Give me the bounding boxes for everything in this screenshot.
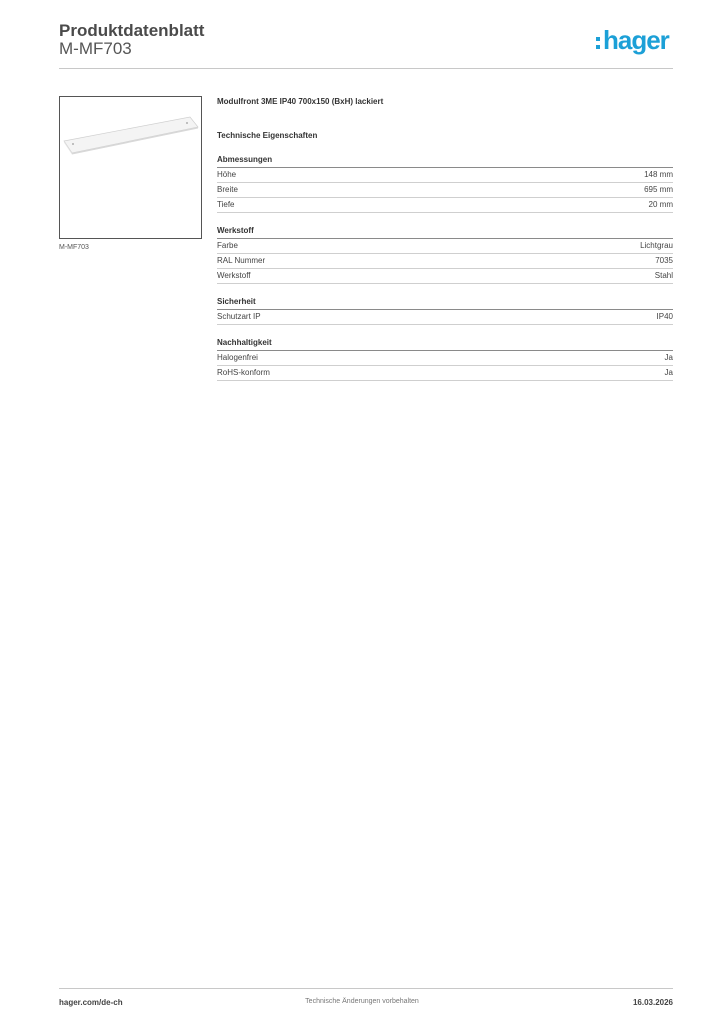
group-title: Abmessungen [217, 154, 673, 168]
spec-row [217, 168, 673, 183]
footer-date: 16.03.2026 [632, 998, 673, 1007]
spec-label: Werkstoff [217, 271, 251, 280]
product-name: Modulfront 3ME IP40 700x150 (BxH) lackiert [217, 97, 384, 106]
spec-section [217, 96, 673, 381]
footer-website-link[interactable]: hager.com/de-ch [59, 998, 123, 1007]
group-title: Werkstoff [217, 225, 673, 239]
spec-label: Schutzart IP [217, 312, 261, 321]
spec-group-sustainability [217, 337, 673, 381]
section-heading: Technische Eigenschaften [217, 131, 318, 140]
footer-note: Technische Änderungen vorbehalten [305, 998, 419, 1005]
spec-row [217, 254, 673, 269]
spec-label: Breite [217, 185, 238, 194]
spec-row [217, 183, 673, 198]
logo-dots-icon [596, 37, 601, 53]
spec-row [217, 239, 673, 254]
group-title: Nachhaltigkeit [217, 337, 673, 351]
spec-group-dimensions [217, 154, 673, 213]
spec-value: Stahl [654, 271, 673, 280]
spec-value: 7035 [655, 256, 673, 265]
product-code-subtitle: M-MF703 [59, 39, 132, 58]
panel-illustration-icon [60, 97, 201, 238]
spec-value: Lichtgrau [640, 241, 673, 250]
spec-row [217, 269, 673, 284]
spec-row [217, 351, 673, 366]
product-image [59, 96, 202, 239]
spec-label: Tiefe [217, 200, 235, 209]
spec-label: Farbe [217, 241, 238, 250]
image-caption: M-MF703 [59, 244, 89, 251]
spec-label: Halogenfrei [217, 353, 258, 362]
page-title: Produktdatenblatt [59, 21, 205, 40]
hager-logo [596, 25, 674, 56]
group-title: Sicherheit [217, 296, 673, 310]
spec-label: Höhe [217, 170, 237, 179]
spec-group-safety [217, 296, 673, 325]
spec-value: IP40 [656, 312, 673, 321]
spec-value: 695 mm [644, 185, 673, 194]
spec-value: 148 mm [644, 170, 673, 179]
header-divider [59, 68, 673, 69]
spec-label: RAL Nummer [217, 256, 266, 265]
spec-value: Ja [664, 368, 673, 377]
spec-row [217, 198, 673, 213]
logo-wordmark: hager [603, 25, 669, 55]
spec-value: 20 mm [648, 200, 673, 209]
spec-row [217, 366, 673, 381]
spec-label: RoHS-konform [217, 368, 270, 377]
spec-value: Ja [664, 353, 673, 362]
footer-divider [59, 988, 673, 989]
spec-row [217, 310, 673, 325]
spec-group-material [217, 225, 673, 284]
